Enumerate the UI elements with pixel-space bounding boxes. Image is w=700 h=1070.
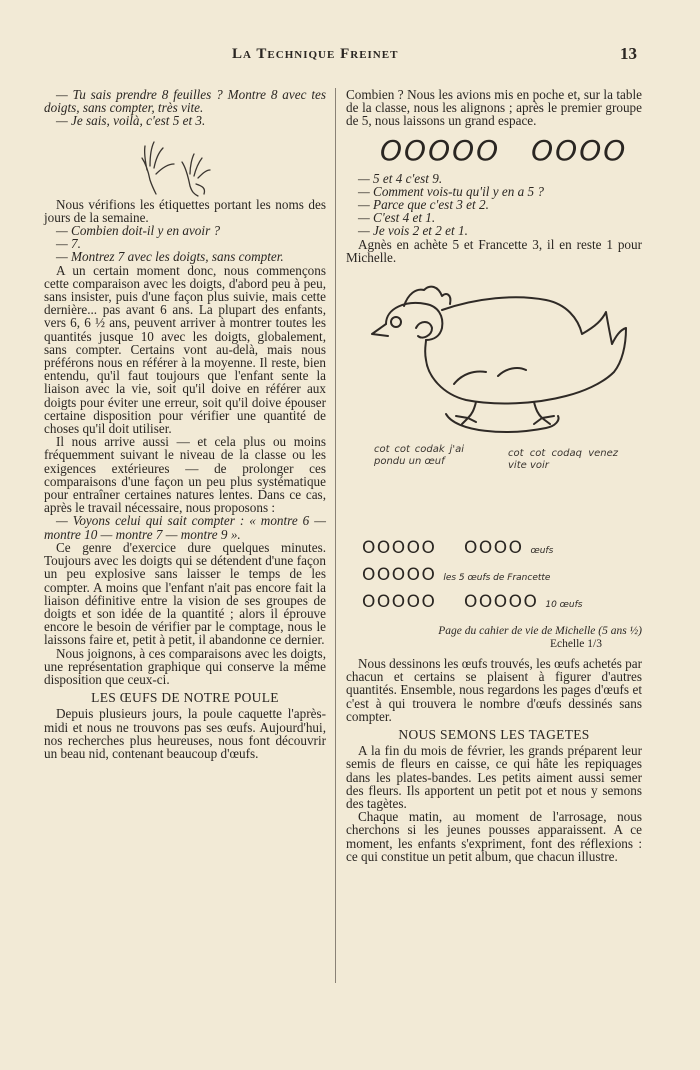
left-column: [44, 88, 326, 760]
paragraph: Agnès en achète 5 et Francette 3, il en reste 1 pour Michelle.: [346, 236, 642, 265]
paragraph: Ce genre d'exercice dure quelques minutes. Toujours avec les doigts qui se détendent d'une façon un peu explosive sans laisser le temps de les compter. A moins que l'enfant n'ait pas encore fait la liaison définitive entre la vision de ses groupes de doigts et son idée de la quantité ; alors il éprouve encore le besoin de vérifier par le comptage, nous le laissons faire et, petit à petit, il abandonne ce dernier.: [44, 539, 326, 648]
dialogue-line: — Combien doit-il y en avoir ?: [56, 223, 221, 239]
paragraph: Il nous arrive aussi — et cela plus ou moins fréquemment suivant le niveau de la classe ou les exigences extérieures — de prolonger ces comparaisons d'une façon un peu plus systématique pour entraîner certaines natures lentes. Dans ce cas, après le travail nécessaire, nous proposons :: [44, 434, 326, 516]
dialogue-line: — C'est 4 et 1.: [358, 210, 436, 226]
speech-bubble-right: cot cot codaq venez vite voir: [508, 448, 618, 472]
section-heading: NOUS SEMONS LES TAGETES: [398, 727, 590, 743]
hen-drawing: [346, 264, 642, 442]
egg-row-group: OOOOO: [362, 592, 437, 613]
egg-row-group: OOOOO: [362, 565, 437, 586]
dialogue-line: — Montrez 7 avec les doigts, sans compter.: [56, 249, 284, 265]
dialogue-line: — Parce que c'est 3 et 2.: [358, 197, 489, 213]
dialogue-line: — Je sais, voilà, c'est 5 et 3.: [56, 113, 206, 129]
egg-row-2: [346, 563, 642, 590]
page-header: [0, 40, 700, 70]
paragraph: Nous dessinons les œufs trouvés, les œufs achetés par chacun et certains se plaisent à figurer d'autres quantités. Ensemble, nous regardons les pages d'œufs et c'est à qui trouvera le nombre d'œufs dessinés sans compter.: [346, 656, 642, 724]
section-heading: LES ŒUFS DE NOTRE POULE: [91, 690, 279, 706]
paragraph: Nous joignons, à ces comparaisons avec les doigts, une représentation graphique qui conserve la même disposition que ceux-ci.: [44, 645, 326, 687]
paragraph: Chaque matin, au moment de l'arrosage, nous cherchons si les jeunes pousses apparaissent. A ce moment, les enfants s'expriment, font des réflexions : ce qui constitue un petit album, que chacun illustre.: [346, 809, 642, 864]
paragraph: A la fin du mois de février, les grands préparent leur semis de fleurs en caisse, ce qui hâte les repiquages dans les plates-bandes. Les petits aiment aussi semer des fleurs. Ils apportent un petit pot et nous y semons des tagètes.: [346, 743, 642, 812]
dialogue-line: — 7.: [56, 236, 81, 252]
egg-row-label: les 5 œufs de Francette: [443, 573, 551, 584]
paragraph: Combien ? Nous les avions mis en poche et, sur la table de la classe, nous les alignons ; après le premier groupe de 5, nous laissons un grand espace.: [346, 87, 642, 129]
egg-row-label: œufs: [530, 546, 554, 557]
hands-drawing: [44, 128, 326, 198]
speech-bubble-left: cot cot codak j'ai pondu un œuf: [374, 444, 464, 468]
egg-row-group: OOOOO: [464, 592, 539, 613]
journal-title: La Technique Freinet: [232, 46, 399, 62]
column-divider: [335, 88, 336, 983]
dialogue-line: — Je vois 2 et 2 et 1.: [358, 223, 468, 239]
paragraph: A un certain moment donc, nous commençons cette comparaison avec les doigts, d'abord peu à peu, sans insister, puis d'une façon plus suivie, mais cette dernière... pas avant 6 ans. La plupart des enfants, vers 6, 6 ½ ans, peuvent arriver à montrer toutes les quantités jusque 10 avec les doigts, globalement, sans compter. Certains vont au-delà, mais nous préférons nous en référer à la moyenne. Il reste, bien entendu, qu'il faut toujours que l'enfant sente la liaison avec la vie, soit qu'il doive en référer aux doigts pour éviter une erreur, soit qu'il doive épouser certaine disposition pour vérifier une quantité de choses qu'il doit utiliser.: [44, 262, 326, 437]
egg-group-four: OOOO: [531, 133, 628, 167]
right-column: [346, 88, 642, 863]
egg-row-group: OOOO: [464, 538, 524, 559]
paragraph: Depuis plusieurs jours, la poule caquette l'après-midi et nous ne trouvons pas ses œufs. Aujourd'hui, nos recherches plus heureuses, nous font découvrir un beau nid, contenant beaucoup d'œufs.: [44, 706, 326, 761]
dialogue-line: — Comment vois-tu qu'il y en a 5 ?: [358, 183, 544, 199]
egg-group-five: OOOOO: [380, 133, 501, 167]
figure-scale: Echelle 1/3: [549, 638, 602, 651]
hen-speech: [346, 444, 642, 496]
page-number: 13: [620, 44, 637, 63]
dialogue-line: — 5 et 4 c'est 9.: [358, 170, 443, 186]
egg-row-group: OOOOO: [362, 538, 437, 559]
paragraph: Nous vérifions les étiquettes portant les noms des jours de la semaine.: [44, 196, 326, 225]
dialogue-line: — Tu sais prendre 8 feuilles ? Montre 8 avec tes doigts, sans compter, très vite.: [44, 87, 326, 116]
egg-groups-drawing: [346, 132, 642, 170]
figure-caption: Page du cahier de vie de Michelle (5 ans ½): [438, 625, 642, 638]
egg-row-1: [346, 536, 642, 563]
egg-row-3: [346, 590, 642, 617]
egg-row-label: 10 œufs: [545, 600, 583, 611]
dialogue-line: — Voyons celui qui sait compter : « montre 6 — montre 10 — montre 7 — montre 9 ».: [44, 513, 326, 542]
